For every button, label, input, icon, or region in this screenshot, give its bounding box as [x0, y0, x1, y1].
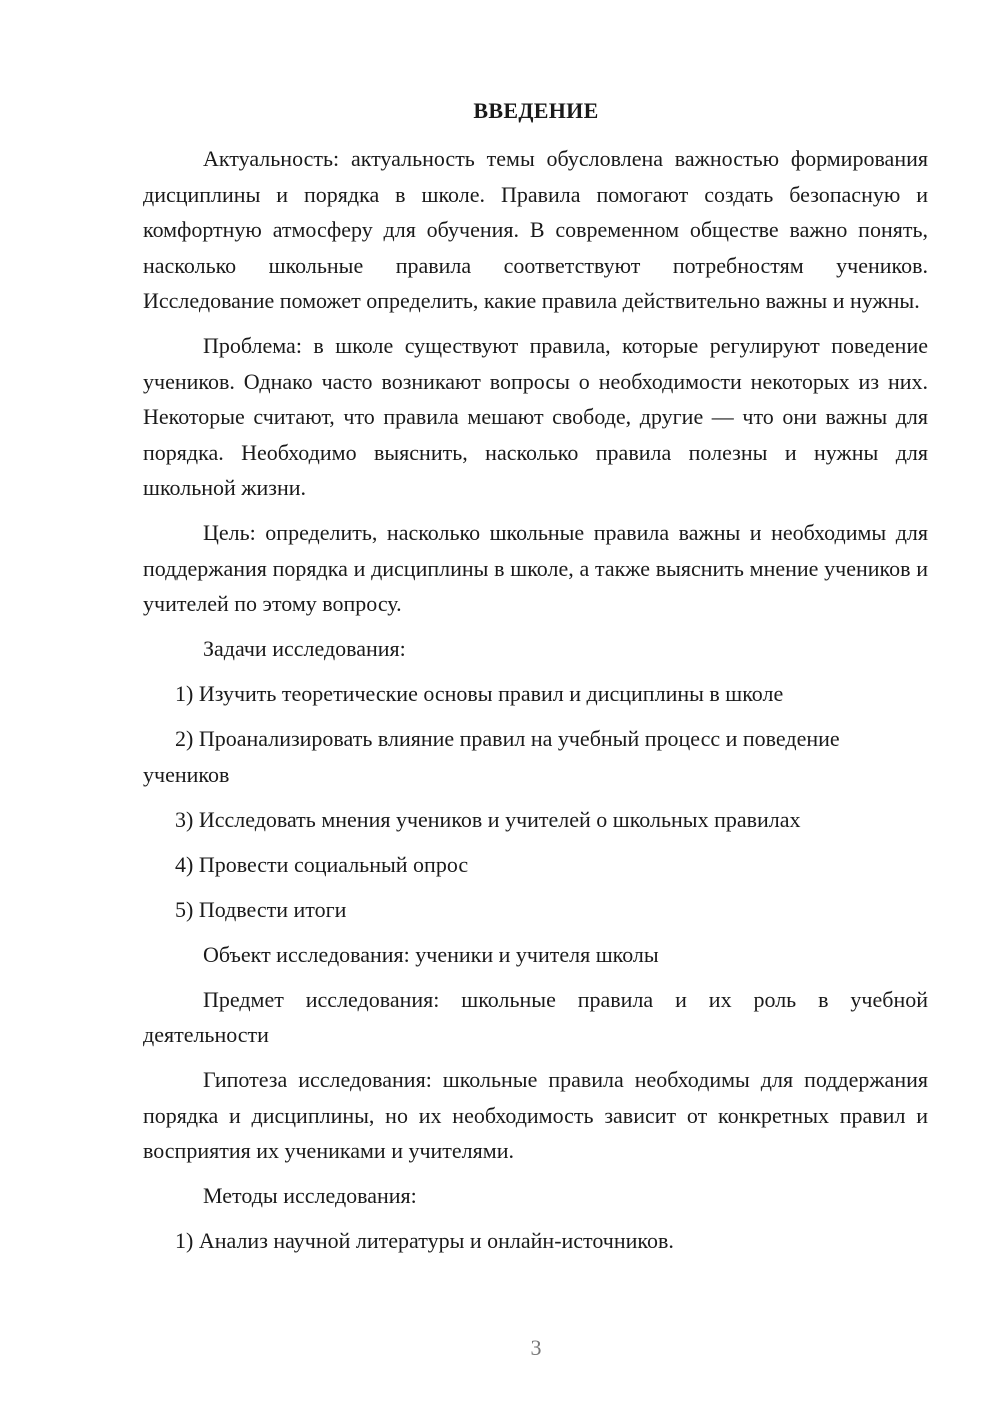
research-object: Объект исследования: ученики и учителя школы — [203, 941, 659, 967]
research-subject: Предмет исследования: школьные правила и их роль в учебной деятельности — [143, 986, 928, 1047]
task-item: 4) Провести социальный опрос — [175, 851, 469, 877]
problem-paragraph: Проблема: в школе существуют правила, которые регулируют поведение учеников. Однако часто возникают вопросы о необходимости некоторых из них. Некоторые считают, что правила мешают свободе, другие — что они важны для порядка. Необходимо выяснить, насколько правила полезны и нужны для школьной жизни. — [143, 333, 928, 500]
task-item: 3) Исследовать мнения учеников и учителей о школьных правилах — [175, 806, 801, 832]
tasks-heading: Задачи исследования: — [203, 636, 406, 661]
relevance-paragraph: Актуальность: актуальность темы обусловлена важностью формирования дисциплины и порядка в школе. Правила помогают создать безопасную и комфортную атмосферу для обучения. В современном обществе важно понять, насколько школьные правила соответствуют потребностям учеников. Исследование поможет определить, какие правила действительно важны и нужны. — [143, 146, 928, 313]
method-item: 1) Анализ научной литературы и онлайн-источников. — [175, 1228, 674, 1253]
page-number: 3 — [530, 1335, 542, 1360]
methods-heading: Методы исследования: — [203, 1183, 417, 1208]
task-item: 1) Изучить теоретические основы правил и дисциплины в школе — [175, 681, 784, 706]
task-item: 5) Подвести итоги — [175, 896, 347, 922]
task-item: 2) Проанализировать влияние правил на учебный процесс и поведение учеников — [143, 726, 840, 787]
goal-paragraph: Цель: определить, насколько школьные правила важны и необходимы для поддержания порядка и дисциплины в школе, а также выяснить мнение учеников и учителей по этому вопросу. — [143, 520, 928, 616]
page-body — [143, 141, 928, 1268]
research-hypothesis: Гипотеза исследования: школьные правила необходимы для поддержания порядка и дисциплины, но их необходимость зависит от конкретных правил и восприятия их учениками и учителями. — [143, 1067, 928, 1163]
section-title: ВВЕДЕНИЕ — [473, 98, 599, 123]
